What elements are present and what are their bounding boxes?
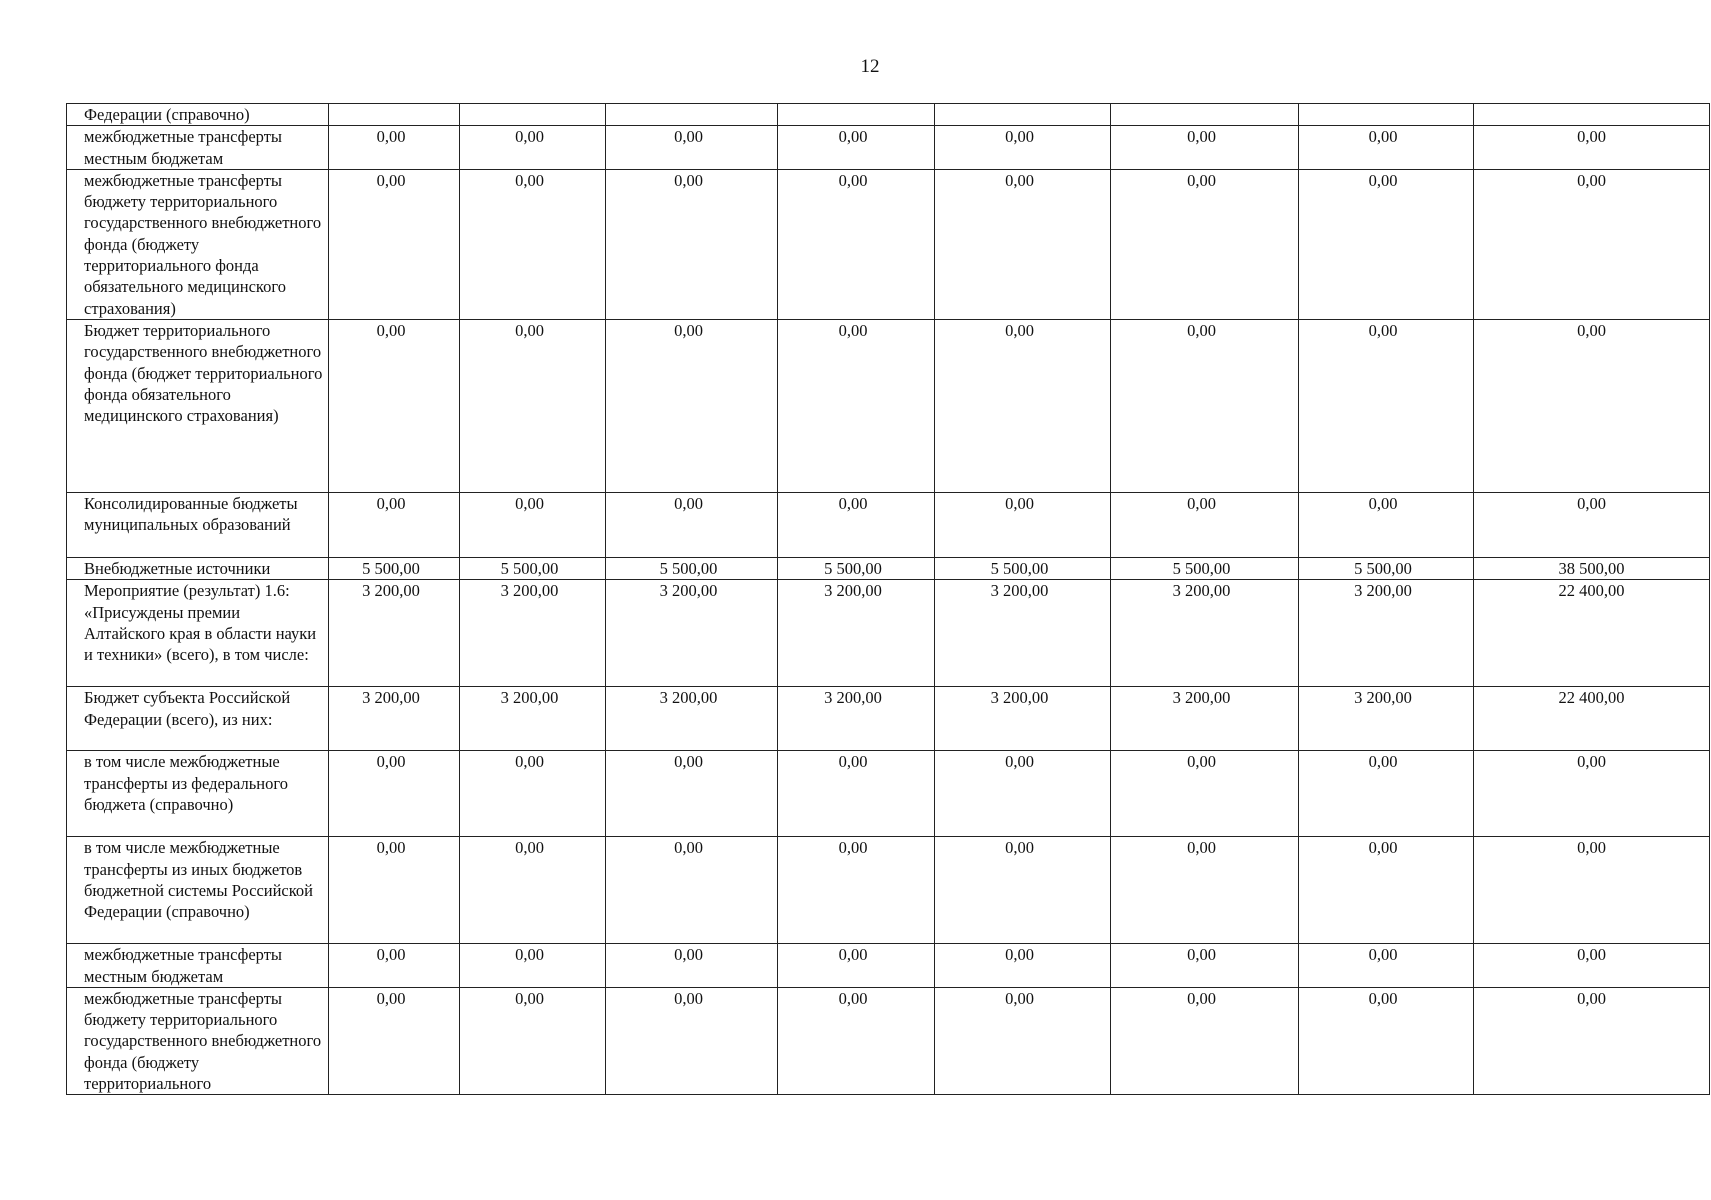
total-cell: 0,00 (1474, 944, 1710, 988)
value-cell: 0,00 (935, 319, 1111, 492)
value-cell: 0,00 (329, 837, 460, 944)
value-cell: 3 200,00 (329, 580, 460, 687)
value-cell: 0,00 (606, 492, 778, 557)
value-cell: 5 500,00 (606, 557, 778, 579)
value-cell: 0,00 (606, 319, 778, 492)
table-row (67, 104, 1710, 126)
value-cell: 0,00 (778, 319, 935, 492)
value-cell: 0,00 (329, 126, 460, 170)
total-cell: 38 500,00 (1474, 557, 1710, 579)
row-label: Бюджет территориального государственного внебюджетного фонда (бюджет территориального фонда обязательного медицинского страхования) (67, 319, 329, 492)
value-cell: 0,00 (460, 944, 606, 988)
table-row (67, 751, 1710, 837)
table-body (67, 104, 1710, 1095)
value-cell: 0,00 (1111, 987, 1299, 1094)
value-cell: 3 200,00 (1111, 580, 1299, 687)
value-cell: 0,00 (1111, 751, 1299, 837)
row-label: межбюджетные трансферты местным бюджетам (67, 126, 329, 170)
value-cell (1111, 104, 1299, 126)
row-label: межбюджетные трансферты бюджету территориального государственного внебюджетного фонда (бюджету территориального (67, 987, 329, 1094)
value-cell: 0,00 (1299, 837, 1474, 944)
total-cell (1474, 104, 1710, 126)
value-cell: 0,00 (1111, 492, 1299, 557)
value-cell: 0,00 (1111, 169, 1299, 319)
value-cell: 3 200,00 (1111, 687, 1299, 751)
table-row (67, 126, 1710, 170)
value-cell: 3 200,00 (778, 687, 935, 751)
total-cell: 0,00 (1474, 319, 1710, 492)
value-cell: 0,00 (460, 126, 606, 170)
value-cell: 0,00 (460, 987, 606, 1094)
value-cell: 0,00 (460, 751, 606, 837)
row-label: Мероприятие (результат) 1.6: «Присуждены премии Алтайского края в области науки и техники» (всего), в том числе: (67, 580, 329, 687)
value-cell: 0,00 (1111, 319, 1299, 492)
value-cell: 0,00 (606, 169, 778, 319)
table-row (67, 319, 1710, 492)
value-cell: 0,00 (778, 751, 935, 837)
value-cell: 0,00 (460, 837, 606, 944)
row-label: Бюджет субъекта Российской Федерации (всего), из них: (67, 687, 329, 751)
value-cell: 0,00 (1299, 319, 1474, 492)
value-cell: 0,00 (329, 987, 460, 1094)
table-row (67, 492, 1710, 557)
value-cell: 0,00 (778, 944, 935, 988)
value-cell: 0,00 (1111, 126, 1299, 170)
value-cell: 0,00 (778, 837, 935, 944)
value-cell: 0,00 (329, 169, 460, 319)
budget-table (66, 103, 1710, 1095)
total-cell: 0,00 (1474, 169, 1710, 319)
row-label: Внебюджетные источники (67, 557, 329, 579)
table-row (67, 557, 1710, 579)
value-cell: 3 200,00 (935, 580, 1111, 687)
total-cell: 22 400,00 (1474, 580, 1710, 687)
total-cell: 0,00 (1474, 837, 1710, 944)
value-cell: 0,00 (460, 319, 606, 492)
value-cell: 3 200,00 (460, 687, 606, 751)
value-cell: 0,00 (1299, 492, 1474, 557)
value-cell: 3 200,00 (606, 580, 778, 687)
table-row (67, 944, 1710, 988)
row-label: межбюджетные трансферты бюджету территориального государственного внебюджетного фонда (бюджету территориального фонда обязательного медицинского страхования) (67, 169, 329, 319)
value-cell (778, 104, 935, 126)
value-cell: 0,00 (935, 987, 1111, 1094)
value-cell (329, 104, 460, 126)
value-cell: 5 500,00 (329, 557, 460, 579)
row-label: Федерации (справочно) (67, 104, 329, 126)
total-cell: 0,00 (1474, 987, 1710, 1094)
total-cell: 0,00 (1474, 751, 1710, 837)
value-cell: 0,00 (1299, 944, 1474, 988)
value-cell (1299, 104, 1474, 126)
value-cell: 0,00 (460, 492, 606, 557)
value-cell: 0,00 (1111, 944, 1299, 988)
value-cell: 0,00 (778, 492, 935, 557)
row-label: в том числе межбюджетные трансферты из федерального бюджета (справочно) (67, 751, 329, 837)
value-cell: 3 200,00 (778, 580, 935, 687)
value-cell (935, 104, 1111, 126)
value-cell: 0,00 (329, 319, 460, 492)
value-cell: 3 200,00 (935, 687, 1111, 751)
value-cell (606, 104, 778, 126)
value-cell: 0,00 (935, 492, 1111, 557)
row-label: в том числе межбюджетные трансферты из иных бюджетов бюджетной системы Российской Федерации (справочно) (67, 837, 329, 944)
value-cell: 5 500,00 (1299, 557, 1474, 579)
table-row (67, 169, 1710, 319)
value-cell: 0,00 (329, 492, 460, 557)
value-cell: 0,00 (935, 751, 1111, 837)
value-cell: 0,00 (606, 944, 778, 988)
value-cell: 5 500,00 (935, 557, 1111, 579)
value-cell (460, 104, 606, 126)
total-cell: 0,00 (1474, 126, 1710, 170)
value-cell: 0,00 (1299, 751, 1474, 837)
table-row (67, 687, 1710, 751)
value-cell: 3 200,00 (1299, 580, 1474, 687)
value-cell: 3 200,00 (460, 580, 606, 687)
value-cell: 5 500,00 (460, 557, 606, 579)
value-cell: 0,00 (606, 987, 778, 1094)
value-cell: 0,00 (329, 751, 460, 837)
value-cell: 0,00 (1299, 987, 1474, 1094)
table-row (67, 987, 1710, 1094)
value-cell: 0,00 (778, 126, 935, 170)
table-row (67, 837, 1710, 944)
row-label: межбюджетные трансферты местным бюджетам (67, 944, 329, 988)
value-cell: 0,00 (778, 169, 935, 319)
table-row (67, 580, 1710, 687)
total-cell: 0,00 (1474, 492, 1710, 557)
value-cell: 0,00 (1299, 126, 1474, 170)
value-cell: 0,00 (606, 751, 778, 837)
total-cell: 22 400,00 (1474, 687, 1710, 751)
value-cell: 0,00 (935, 169, 1111, 319)
value-cell: 0,00 (606, 126, 778, 170)
value-cell: 3 200,00 (329, 687, 460, 751)
value-cell: 3 200,00 (606, 687, 778, 751)
value-cell: 0,00 (606, 837, 778, 944)
value-cell: 0,00 (935, 837, 1111, 944)
page-number: 12 (860, 56, 880, 77)
value-cell: 0,00 (329, 944, 460, 988)
value-cell: 0,00 (935, 944, 1111, 988)
value-cell: 0,00 (1299, 169, 1474, 319)
value-cell: 0,00 (935, 126, 1111, 170)
row-label: Консолидированные бюджеты муниципальных образований (67, 492, 329, 557)
value-cell: 3 200,00 (1299, 687, 1474, 751)
value-cell: 0,00 (778, 987, 935, 1094)
value-cell: 5 500,00 (778, 557, 935, 579)
value-cell: 0,00 (1111, 837, 1299, 944)
value-cell: 0,00 (460, 169, 606, 319)
value-cell: 5 500,00 (1111, 557, 1299, 579)
